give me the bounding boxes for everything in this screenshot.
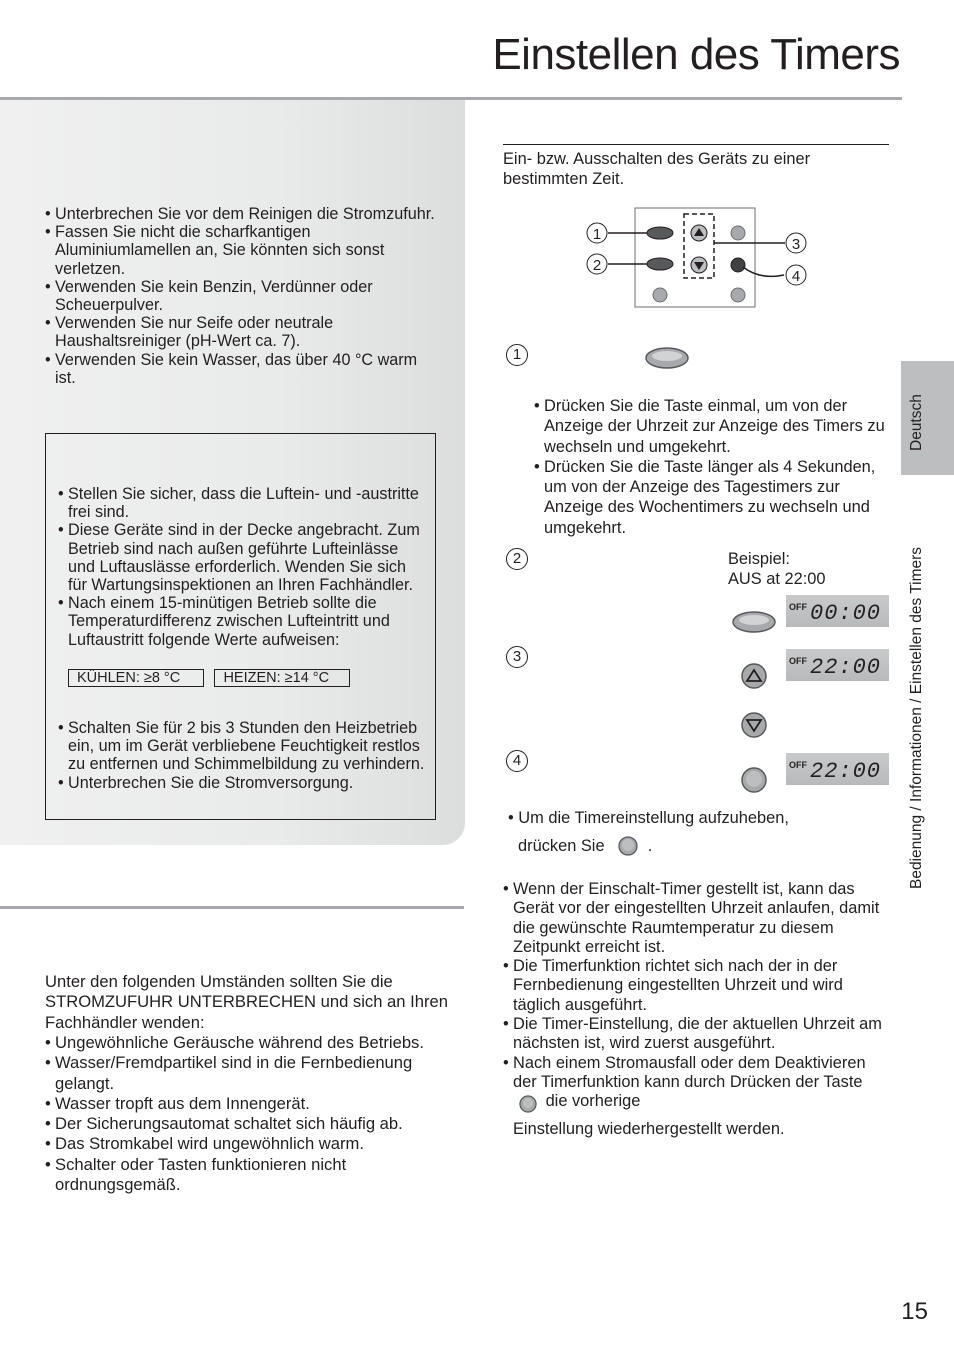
list-item: • Die Timer-Einstellung, die der aktuellen Uhrzeit am nächsten ist, wird zuerst ausgeführt. bbox=[503, 1015, 893, 1054]
up-button-icon bbox=[740, 662, 768, 690]
cooling-tag: KÜHLEN: ≥8 °C bbox=[68, 669, 204, 687]
list-item: • Verwenden Sie nur Seife oder neutrale Haushaltsreiniger (pH-Wert ca. 7). bbox=[45, 314, 435, 350]
list-item: • Fassen Sie nicht die scharfkantigen Aluminiumlamellen an, Sie könnten sich sonst verletzen. bbox=[45, 223, 435, 278]
power-intro: Unter den folgenden Umständen sollten Sie die STROMZUFUHR UNTERBRECHEN und sich an Ihren Fachhändler wenden: bbox=[45, 972, 448, 1032]
list-item: • Das Stromkabel wird ungewöhnlich warm. bbox=[45, 1134, 455, 1154]
cancel-text-2: drücken Sie bbox=[518, 837, 605, 855]
cleaning-list bbox=[45, 205, 435, 387]
heating-tag: HEIZEN: ≥14 °C bbox=[214, 669, 350, 687]
callout-4: 4 bbox=[791, 268, 801, 285]
remote-diagram bbox=[580, 205, 810, 310]
step-3-number: 3 bbox=[506, 646, 528, 668]
example-value: AUS at 22:00 bbox=[728, 570, 826, 588]
lcd-time: 22:00 bbox=[810, 759, 882, 784]
lcd-display-step3 bbox=[786, 649, 889, 681]
timer-intro: Ein- bzw. Ausschalten des Geräts zu einer bestimmten Zeit. bbox=[503, 150, 811, 188]
power-list bbox=[45, 1033, 455, 1195]
inspection-list bbox=[58, 485, 426, 649]
step-1-number: 1 bbox=[506, 344, 528, 366]
cancel-instruction-line2 bbox=[518, 835, 652, 857]
set-button bbox=[731, 258, 745, 272]
down-button-icon bbox=[740, 711, 768, 739]
timer-button-icon bbox=[644, 346, 690, 370]
list-item: • Schalten Sie für 2 bis 3 Stunden den Heizbetrieb ein, um im Gerät verbliebene Feuchtigkeit restlos zu entfernen und Schimmelbildung zu verhindern. bbox=[58, 719, 426, 774]
cancel-instruction: • Um die Timereinstellung aufzuheben, bbox=[508, 809, 789, 827]
side-tab-section-label: Bedienung / Informationen / Einstellen des Timers bbox=[908, 546, 925, 889]
lcd-off-label: OFF bbox=[789, 760, 807, 770]
set-button-icon bbox=[740, 766, 768, 794]
note4-text-3: Einstellung wiederhergestellt werden. bbox=[513, 1120, 785, 1139]
step-2-number: 2 bbox=[506, 548, 528, 570]
lcd-time: 00:00 bbox=[810, 601, 882, 626]
callout-1: 1 bbox=[592, 226, 602, 243]
page-number: 15 bbox=[901, 1298, 928, 1325]
list-item: • Unterbrechen Sie die Stromversorgung. bbox=[58, 774, 426, 792]
callout-2: 2 bbox=[592, 257, 602, 274]
list-item: • Verwenden Sie kein Benzin, Verdünner oder Scheuerpulver. bbox=[45, 278, 435, 314]
select-button-icon bbox=[731, 610, 777, 634]
list-item: • Die Timerfunktion richtet sich nach der in der Fernbedienung eingestellten Uhrzeit und wird täglich ausgeführt. bbox=[503, 957, 893, 1015]
timer-section-rule bbox=[503, 144, 889, 145]
example-label: Beispiel: bbox=[728, 550, 790, 568]
list-item: • Drücken Sie die Taste einmal, um von der Anzeige der Uhrzeit zur Anzeige des Timers zu wechseln und umgekehrt. bbox=[534, 396, 894, 457]
list-item: • Drücken Sie die Taste länger als 4 Sekunden, um von der Anzeige des Tagestimers zur Anzeige des Wochentimers zu wechseln und umgekehrt. bbox=[534, 457, 894, 538]
list-item bbox=[503, 1054, 893, 1140]
lcd-off-label: OFF bbox=[789, 656, 807, 666]
button-icon bbox=[731, 226, 745, 240]
cancel-text-1: Um die Timereinstellung aufzuheben, bbox=[518, 809, 789, 827]
pause-list bbox=[58, 719, 426, 792]
select-button bbox=[647, 258, 673, 270]
note4-text-2: die vorherige bbox=[545, 1092, 641, 1111]
list-item: • Wasser/Fremdpartikel sind in die Fernbedienung gelangt. bbox=[45, 1053, 455, 1094]
list-item: • Unterbrechen Sie vor dem Reinigen die Stromzufuhr. bbox=[45, 205, 435, 223]
list-item: • Ungewöhnliche Geräusche während des Betriebs. bbox=[45, 1033, 455, 1053]
list-item: • Wasser tropft aus dem Innengerät. bbox=[45, 1094, 455, 1114]
list-item: • Verwenden Sie kein Wasser, das über 40 °C warm ist. bbox=[45, 351, 435, 387]
section-rule bbox=[0, 906, 464, 909]
list-item: • Der Sicherungsautomat schaltet sich häufig ab. bbox=[45, 1114, 455, 1134]
note4-text-1: Nach einem Stromausfall oder dem Deaktivieren der Timerfunktion kann durch Drücken der Taste bbox=[513, 1053, 866, 1091]
lcd-off-label: OFF bbox=[789, 602, 807, 612]
list-item: • Diese Geräte sind in der Decke angebracht. Zum Betrieb sind nach außen geführte Lufteinlässe und Luftauslässe erforderlich. Wenden Sie sich für Wartungsinspektionen an Ihren Fachhändler. bbox=[58, 521, 426, 594]
cancel-button-icon bbox=[617, 835, 639, 857]
lcd-display-step2 bbox=[786, 595, 889, 627]
timer-notes bbox=[503, 880, 893, 1140]
temperature-tags bbox=[68, 669, 350, 687]
list-item: • Stellen Sie sicher, dass die Luftein- und -austritte frei sind. bbox=[58, 485, 426, 521]
button-icon bbox=[731, 288, 745, 302]
lcd-display-step4 bbox=[786, 753, 889, 785]
cancel-text-3: . bbox=[647, 837, 653, 855]
list-item: • Schalter oder Tasten funktionieren nicht ordnungsgemäß. bbox=[45, 1155, 455, 1196]
restore-button-icon bbox=[518, 1094, 538, 1114]
button-icon bbox=[653, 288, 667, 302]
page-title: Einstellen des Timers bbox=[492, 30, 900, 79]
step-4-number: 4 bbox=[506, 750, 528, 772]
step-1-list bbox=[534, 396, 894, 538]
side-tab-language-label: Deutsch bbox=[908, 394, 925, 451]
list-item: • Nach einem 15-minütigen Betrieb sollte die Temperaturdifferenz zwischen Lufteintritt und Luftaustritt folgende Werte aufweisen: bbox=[58, 594, 426, 649]
list-item: • Wenn der Einschalt-Timer gestellt ist, kann das Gerät vor der eingestellten Uhrzeit anlaufen, damit die gewünschte Raumtemperatur zu diesem Zeitpunkt erreicht ist. bbox=[503, 880, 893, 957]
timer-button bbox=[647, 227, 673, 239]
callout-3: 3 bbox=[791, 236, 801, 253]
lcd-time: 22:00 bbox=[810, 655, 882, 680]
